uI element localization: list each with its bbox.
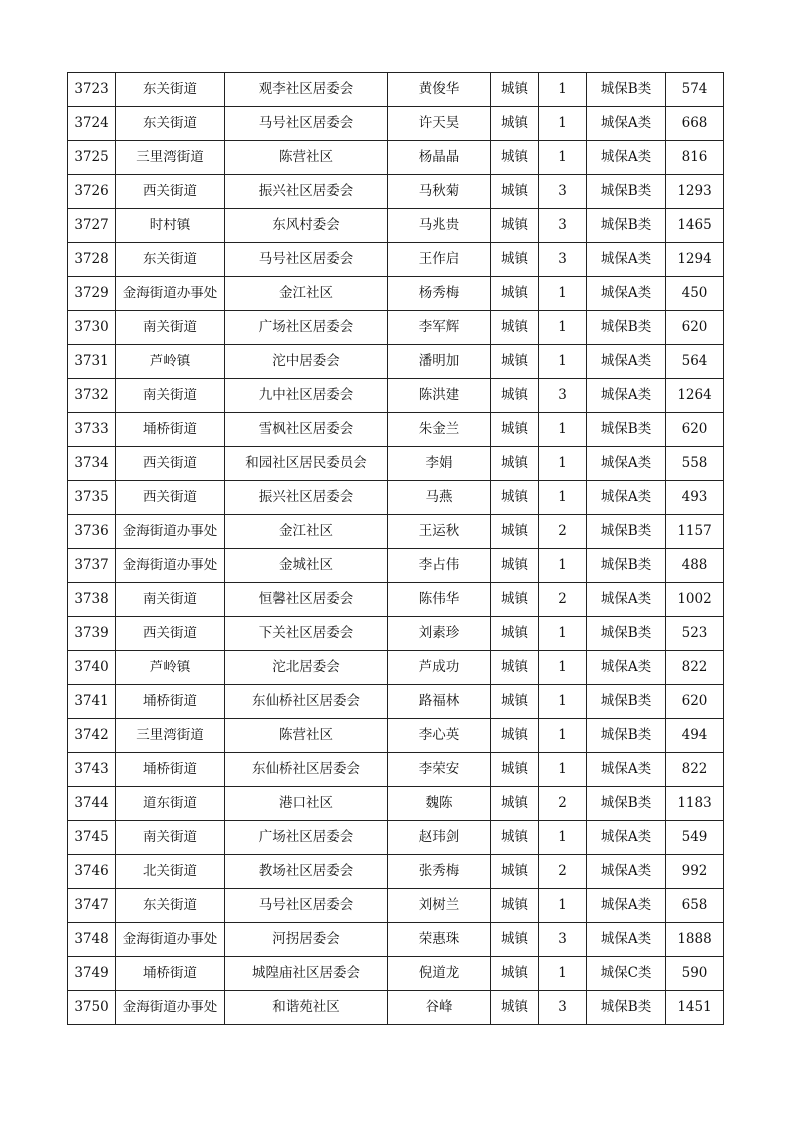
cell-category: 城保A类 bbox=[587, 141, 666, 175]
cell-street bbox=[116, 515, 225, 549]
cell-category: 城保A类 bbox=[587, 753, 666, 787]
cell-amount: 523 bbox=[666, 617, 724, 651]
cell-category: 城保B类 bbox=[587, 991, 666, 1025]
cell-category: 城保A类 bbox=[587, 855, 666, 889]
cell-street bbox=[116, 685, 225, 719]
cell-community: 马号社区居委会 bbox=[225, 889, 388, 923]
cell-community: 陈营社区 bbox=[225, 719, 388, 753]
cell-street bbox=[116, 855, 225, 889]
cell-street-text: 南关街道 bbox=[143, 388, 197, 403]
cell-community: 振兴社区居委会 bbox=[225, 175, 388, 209]
cell-area: 城镇 bbox=[491, 957, 539, 991]
cell-area: 城镇 bbox=[491, 311, 539, 345]
cell-category: 城保A类 bbox=[587, 345, 666, 379]
cell-community: 广场社区居委会 bbox=[225, 311, 388, 345]
cell-name: 杨晶晶 bbox=[388, 141, 491, 175]
cell-id: 3731 bbox=[68, 345, 116, 379]
cell-name: 张秀梅 bbox=[388, 855, 491, 889]
cell-count: 1 bbox=[539, 753, 587, 787]
cell-street bbox=[116, 311, 225, 345]
cell-amount: 1888 bbox=[666, 923, 724, 957]
table-row bbox=[68, 277, 724, 311]
cell-street-text: 南关街道 bbox=[143, 320, 197, 335]
cell-street-text: 三里湾街道 bbox=[136, 728, 204, 743]
cell-area: 城镇 bbox=[491, 107, 539, 141]
cell-category: 城保B类 bbox=[587, 175, 666, 209]
cell-area: 城镇 bbox=[491, 175, 539, 209]
cell-street bbox=[116, 719, 225, 753]
cell-street bbox=[116, 957, 225, 991]
cell-area: 城镇 bbox=[491, 277, 539, 311]
cell-amount: 493 bbox=[666, 481, 724, 515]
cell-count: 1 bbox=[539, 685, 587, 719]
cell-street bbox=[116, 107, 225, 141]
cell-id: 3735 bbox=[68, 481, 116, 515]
cell-id: 3739 bbox=[68, 617, 116, 651]
cell-name: 李心英 bbox=[388, 719, 491, 753]
cell-name: 刘素珍 bbox=[388, 617, 491, 651]
cell-street bbox=[116, 787, 225, 821]
cell-amount: 1157 bbox=[666, 515, 724, 549]
cell-street bbox=[116, 175, 225, 209]
cell-community: 振兴社区居委会 bbox=[225, 481, 388, 515]
cell-amount: 494 bbox=[666, 719, 724, 753]
cell-count: 3 bbox=[539, 243, 587, 277]
cell-name: 李占伟 bbox=[388, 549, 491, 583]
cell-category: 城保A类 bbox=[587, 889, 666, 923]
cell-amount: 992 bbox=[666, 855, 724, 889]
cell-street-text: 道东街道 bbox=[143, 796, 197, 811]
cell-amount: 658 bbox=[666, 889, 724, 923]
cell-community: 金城社区 bbox=[225, 549, 388, 583]
cell-community: 和谐苑社区 bbox=[225, 991, 388, 1025]
cell-community: 东仙桥社区居委会 bbox=[225, 753, 388, 787]
cell-category: 城保B类 bbox=[587, 413, 666, 447]
cell-community: 广场社区居委会 bbox=[225, 821, 388, 855]
cell-name: 黄俊华 bbox=[388, 73, 491, 107]
cell-community: 东风村委会 bbox=[225, 209, 388, 243]
cell-name: 路福林 bbox=[388, 685, 491, 719]
cell-name: 谷峰 bbox=[388, 991, 491, 1025]
cell-community: 港口社区 bbox=[225, 787, 388, 821]
cell-street-text: 南关街道 bbox=[143, 592, 197, 607]
cell-name: 李军辉 bbox=[388, 311, 491, 345]
cell-street bbox=[116, 243, 225, 277]
cell-count: 3 bbox=[539, 175, 587, 209]
cell-id: 3723 bbox=[68, 73, 116, 107]
cell-street-text: 东关街道 bbox=[143, 82, 197, 97]
cell-street bbox=[116, 549, 225, 583]
cell-category: 城保A类 bbox=[587, 481, 666, 515]
cell-id: 3748 bbox=[68, 923, 116, 957]
cell-street bbox=[116, 345, 225, 379]
cell-id: 3750 bbox=[68, 991, 116, 1025]
table-row bbox=[68, 719, 724, 753]
cell-count: 3 bbox=[539, 923, 587, 957]
cell-amount: 450 bbox=[666, 277, 724, 311]
cell-area: 城镇 bbox=[491, 821, 539, 855]
cell-id: 3746 bbox=[68, 855, 116, 889]
cell-community: 教场社区居委会 bbox=[225, 855, 388, 889]
cell-street-text: 金海街道办事处 bbox=[122, 932, 218, 947]
cell-count: 3 bbox=[539, 379, 587, 413]
cell-community: 东仙桥社区居委会 bbox=[225, 685, 388, 719]
cell-id: 3743 bbox=[68, 753, 116, 787]
cell-area: 城镇 bbox=[491, 515, 539, 549]
cell-category: 城保A类 bbox=[587, 277, 666, 311]
cell-amount: 816 bbox=[666, 141, 724, 175]
cell-count: 1 bbox=[539, 413, 587, 447]
cell-category: 城保B类 bbox=[587, 549, 666, 583]
cell-street bbox=[116, 413, 225, 447]
cell-street bbox=[116, 889, 225, 923]
cell-category: 城保A类 bbox=[587, 923, 666, 957]
cell-name: 陈伟华 bbox=[388, 583, 491, 617]
table-row bbox=[68, 73, 724, 107]
cell-street-text: 金海街道办事处 bbox=[122, 286, 218, 301]
cell-area: 城镇 bbox=[491, 719, 539, 753]
cell-name: 马燕 bbox=[388, 481, 491, 515]
cell-amount: 549 bbox=[666, 821, 724, 855]
table-row bbox=[68, 413, 724, 447]
cell-category: 城保A类 bbox=[587, 107, 666, 141]
cell-id: 3732 bbox=[68, 379, 116, 413]
cell-amount: 1183 bbox=[666, 787, 724, 821]
cell-category: 城保B类 bbox=[587, 311, 666, 345]
cell-street-text: 金海街道办事处 bbox=[122, 558, 218, 573]
cell-amount: 668 bbox=[666, 107, 724, 141]
cell-amount: 620 bbox=[666, 413, 724, 447]
table-row bbox=[68, 379, 724, 413]
table-row bbox=[68, 141, 724, 175]
cell-area: 城镇 bbox=[491, 447, 539, 481]
cell-street bbox=[116, 209, 225, 243]
cell-community: 观李社区居委会 bbox=[225, 73, 388, 107]
cell-amount: 1293 bbox=[666, 175, 724, 209]
table-row bbox=[68, 787, 724, 821]
cell-id: 3745 bbox=[68, 821, 116, 855]
cell-name: 荣惠珠 bbox=[388, 923, 491, 957]
cell-area: 城镇 bbox=[491, 379, 539, 413]
cell-name: 芦成功 bbox=[388, 651, 491, 685]
cell-count: 1 bbox=[539, 345, 587, 379]
cell-community: 下关社区居委会 bbox=[225, 617, 388, 651]
cell-amount: 822 bbox=[666, 753, 724, 787]
cell-area: 城镇 bbox=[491, 855, 539, 889]
cell-amount: 620 bbox=[666, 685, 724, 719]
cell-count: 1 bbox=[539, 481, 587, 515]
cell-count: 3 bbox=[539, 209, 587, 243]
cell-street-text: 金海街道办事处 bbox=[122, 524, 218, 539]
cell-count: 1 bbox=[539, 651, 587, 685]
cell-street-text: 北关街道 bbox=[143, 864, 197, 879]
cell-street-text: 南关街道 bbox=[143, 830, 197, 845]
cell-name: 王运秋 bbox=[388, 515, 491, 549]
cell-count: 3 bbox=[539, 991, 587, 1025]
cell-count: 2 bbox=[539, 515, 587, 549]
cell-community: 沱中居委会 bbox=[225, 345, 388, 379]
cell-street bbox=[116, 923, 225, 957]
cell-street-text: 西关街道 bbox=[143, 490, 197, 505]
cell-area: 城镇 bbox=[491, 345, 539, 379]
cell-count: 1 bbox=[539, 957, 587, 991]
cell-street-text: 西关街道 bbox=[143, 184, 197, 199]
cell-area: 城镇 bbox=[491, 889, 539, 923]
cell-id: 3742 bbox=[68, 719, 116, 753]
cell-amount: 822 bbox=[666, 651, 724, 685]
cell-category: 城保B类 bbox=[587, 787, 666, 821]
roster-body bbox=[68, 73, 724, 1025]
table-row bbox=[68, 583, 724, 617]
cell-category: 城保B类 bbox=[587, 515, 666, 549]
cell-id: 3728 bbox=[68, 243, 116, 277]
cell-community: 马号社区居委会 bbox=[225, 243, 388, 277]
cell-area: 城镇 bbox=[491, 787, 539, 821]
table-row bbox=[68, 957, 724, 991]
table-row bbox=[68, 855, 724, 889]
cell-amount: 1002 bbox=[666, 583, 724, 617]
cell-id: 3725 bbox=[68, 141, 116, 175]
cell-count: 1 bbox=[539, 889, 587, 923]
cell-id: 3741 bbox=[68, 685, 116, 719]
cell-street-text: 埇桥街道 bbox=[143, 422, 197, 437]
cell-street-text: 芦岭镇 bbox=[149, 660, 191, 675]
cell-amount: 564 bbox=[666, 345, 724, 379]
table-row bbox=[68, 549, 724, 583]
cell-id: 3730 bbox=[68, 311, 116, 345]
cell-id: 3749 bbox=[68, 957, 116, 991]
cell-street-text: 三里湾街道 bbox=[136, 150, 204, 165]
benefit-roster-table bbox=[67, 72, 724, 1025]
cell-amount: 620 bbox=[666, 311, 724, 345]
cell-name: 李娟 bbox=[388, 447, 491, 481]
cell-id: 3736 bbox=[68, 515, 116, 549]
cell-street bbox=[116, 583, 225, 617]
cell-id: 3734 bbox=[68, 447, 116, 481]
cell-name: 赵玮剑 bbox=[388, 821, 491, 855]
cell-amount: 590 bbox=[666, 957, 724, 991]
cell-area: 城镇 bbox=[491, 651, 539, 685]
cell-amount: 1451 bbox=[666, 991, 724, 1025]
cell-community: 和园社区居民委员会 bbox=[225, 447, 388, 481]
table-row bbox=[68, 345, 724, 379]
cell-community: 雪枫社区居委会 bbox=[225, 413, 388, 447]
cell-count: 1 bbox=[539, 549, 587, 583]
cell-category: 城保B类 bbox=[587, 719, 666, 753]
cell-count: 1 bbox=[539, 141, 587, 175]
table-row bbox=[68, 889, 724, 923]
cell-name: 许天昊 bbox=[388, 107, 491, 141]
cell-street-text: 时村镇 bbox=[149, 218, 191, 233]
cell-name: 王作启 bbox=[388, 243, 491, 277]
cell-street bbox=[116, 753, 225, 787]
cell-category: 城保B类 bbox=[587, 617, 666, 651]
cell-area: 城镇 bbox=[491, 549, 539, 583]
cell-name: 魏陈 bbox=[388, 787, 491, 821]
cell-community: 城隍庙社区居委会 bbox=[225, 957, 388, 991]
cell-id: 3740 bbox=[68, 651, 116, 685]
cell-id: 3726 bbox=[68, 175, 116, 209]
cell-street-text: 西关街道 bbox=[143, 456, 197, 471]
cell-street-text: 金海街道办事处 bbox=[122, 1000, 218, 1015]
cell-name: 刘树兰 bbox=[388, 889, 491, 923]
cell-street-text: 东关街道 bbox=[143, 898, 197, 913]
cell-id: 3729 bbox=[68, 277, 116, 311]
cell-street bbox=[116, 481, 225, 515]
cell-amount: 574 bbox=[666, 73, 724, 107]
table-row bbox=[68, 447, 724, 481]
cell-category: 城保A类 bbox=[587, 243, 666, 277]
cell-amount: 1465 bbox=[666, 209, 724, 243]
cell-area: 城镇 bbox=[491, 413, 539, 447]
cell-category: 城保B类 bbox=[587, 73, 666, 107]
cell-street bbox=[116, 379, 225, 413]
table-row bbox=[68, 821, 724, 855]
cell-area: 城镇 bbox=[491, 73, 539, 107]
cell-area: 城镇 bbox=[491, 583, 539, 617]
cell-count: 1 bbox=[539, 447, 587, 481]
cell-street-text: 埇桥街道 bbox=[143, 966, 197, 981]
cell-count: 1 bbox=[539, 719, 587, 753]
table-row bbox=[68, 753, 724, 787]
cell-name: 李荣安 bbox=[388, 753, 491, 787]
cell-id: 3738 bbox=[68, 583, 116, 617]
cell-street bbox=[116, 447, 225, 481]
cell-count: 1 bbox=[539, 73, 587, 107]
cell-street-text: 东关街道 bbox=[143, 252, 197, 267]
cell-id: 3744 bbox=[68, 787, 116, 821]
cell-area: 城镇 bbox=[491, 923, 539, 957]
cell-street-text: 埇桥街道 bbox=[143, 762, 197, 777]
table-row bbox=[68, 651, 724, 685]
table-row bbox=[68, 107, 724, 141]
table-row bbox=[68, 175, 724, 209]
cell-area: 城镇 bbox=[491, 685, 539, 719]
cell-count: 1 bbox=[539, 617, 587, 651]
cell-id: 3733 bbox=[68, 413, 116, 447]
table-row bbox=[68, 243, 724, 277]
cell-street-text: 西关街道 bbox=[143, 626, 197, 641]
cell-name: 倪道龙 bbox=[388, 957, 491, 991]
cell-id: 3724 bbox=[68, 107, 116, 141]
cell-name: 马兆贵 bbox=[388, 209, 491, 243]
table-row bbox=[68, 991, 724, 1025]
cell-community: 九中社区居委会 bbox=[225, 379, 388, 413]
cell-area: 城镇 bbox=[491, 753, 539, 787]
cell-street bbox=[116, 277, 225, 311]
cell-street bbox=[116, 141, 225, 175]
cell-name: 潘明加 bbox=[388, 345, 491, 379]
cell-id: 3747 bbox=[68, 889, 116, 923]
cell-count: 2 bbox=[539, 855, 587, 889]
cell-category: 城保A类 bbox=[587, 651, 666, 685]
cell-area: 城镇 bbox=[491, 209, 539, 243]
table-row bbox=[68, 515, 724, 549]
cell-name: 杨秀梅 bbox=[388, 277, 491, 311]
cell-category: 城保A类 bbox=[587, 583, 666, 617]
cell-category: 城保A类 bbox=[587, 447, 666, 481]
table-row bbox=[68, 923, 724, 957]
cell-amount: 1294 bbox=[666, 243, 724, 277]
cell-amount: 1264 bbox=[666, 379, 724, 413]
cell-street-text: 埇桥街道 bbox=[143, 694, 197, 709]
cell-community: 陈营社区 bbox=[225, 141, 388, 175]
cell-count: 2 bbox=[539, 583, 587, 617]
cell-community: 沱北居委会 bbox=[225, 651, 388, 685]
cell-id: 3727 bbox=[68, 209, 116, 243]
cell-community: 金江社区 bbox=[225, 515, 388, 549]
cell-count: 1 bbox=[539, 277, 587, 311]
cell-street bbox=[116, 991, 225, 1025]
cell-name: 朱金兰 bbox=[388, 413, 491, 447]
cell-category: 城保A类 bbox=[587, 379, 666, 413]
cell-street bbox=[116, 617, 225, 651]
cell-community: 马号社区居委会 bbox=[225, 107, 388, 141]
cell-category: 城保C类 bbox=[587, 957, 666, 991]
cell-area: 城镇 bbox=[491, 481, 539, 515]
table-row bbox=[68, 311, 724, 345]
table-row bbox=[68, 617, 724, 651]
cell-community: 金江社区 bbox=[225, 277, 388, 311]
cell-count: 1 bbox=[539, 107, 587, 141]
cell-id: 3737 bbox=[68, 549, 116, 583]
cell-count: 1 bbox=[539, 821, 587, 855]
cell-count: 1 bbox=[539, 311, 587, 345]
cell-area: 城镇 bbox=[491, 141, 539, 175]
cell-area: 城镇 bbox=[491, 617, 539, 651]
cell-amount: 488 bbox=[666, 549, 724, 583]
cell-name: 马秋菊 bbox=[388, 175, 491, 209]
cell-amount: 558 bbox=[666, 447, 724, 481]
cell-category: 城保A类 bbox=[587, 821, 666, 855]
cell-street bbox=[116, 821, 225, 855]
cell-category: 城保B类 bbox=[587, 685, 666, 719]
cell-category: 城保B类 bbox=[587, 209, 666, 243]
cell-area: 城镇 bbox=[491, 243, 539, 277]
cell-street-text: 东关街道 bbox=[143, 116, 197, 131]
cell-community: 恒馨社区居委会 bbox=[225, 583, 388, 617]
cell-area: 城镇 bbox=[491, 991, 539, 1025]
cell-street bbox=[116, 73, 225, 107]
cell-name: 陈洪建 bbox=[388, 379, 491, 413]
table-row bbox=[68, 209, 724, 243]
cell-street bbox=[116, 651, 225, 685]
table-row bbox=[68, 481, 724, 515]
cell-count: 2 bbox=[539, 787, 587, 821]
cell-street-text: 芦岭镇 bbox=[149, 354, 191, 369]
table-row bbox=[68, 685, 724, 719]
cell-community: 河拐居委会 bbox=[225, 923, 388, 957]
